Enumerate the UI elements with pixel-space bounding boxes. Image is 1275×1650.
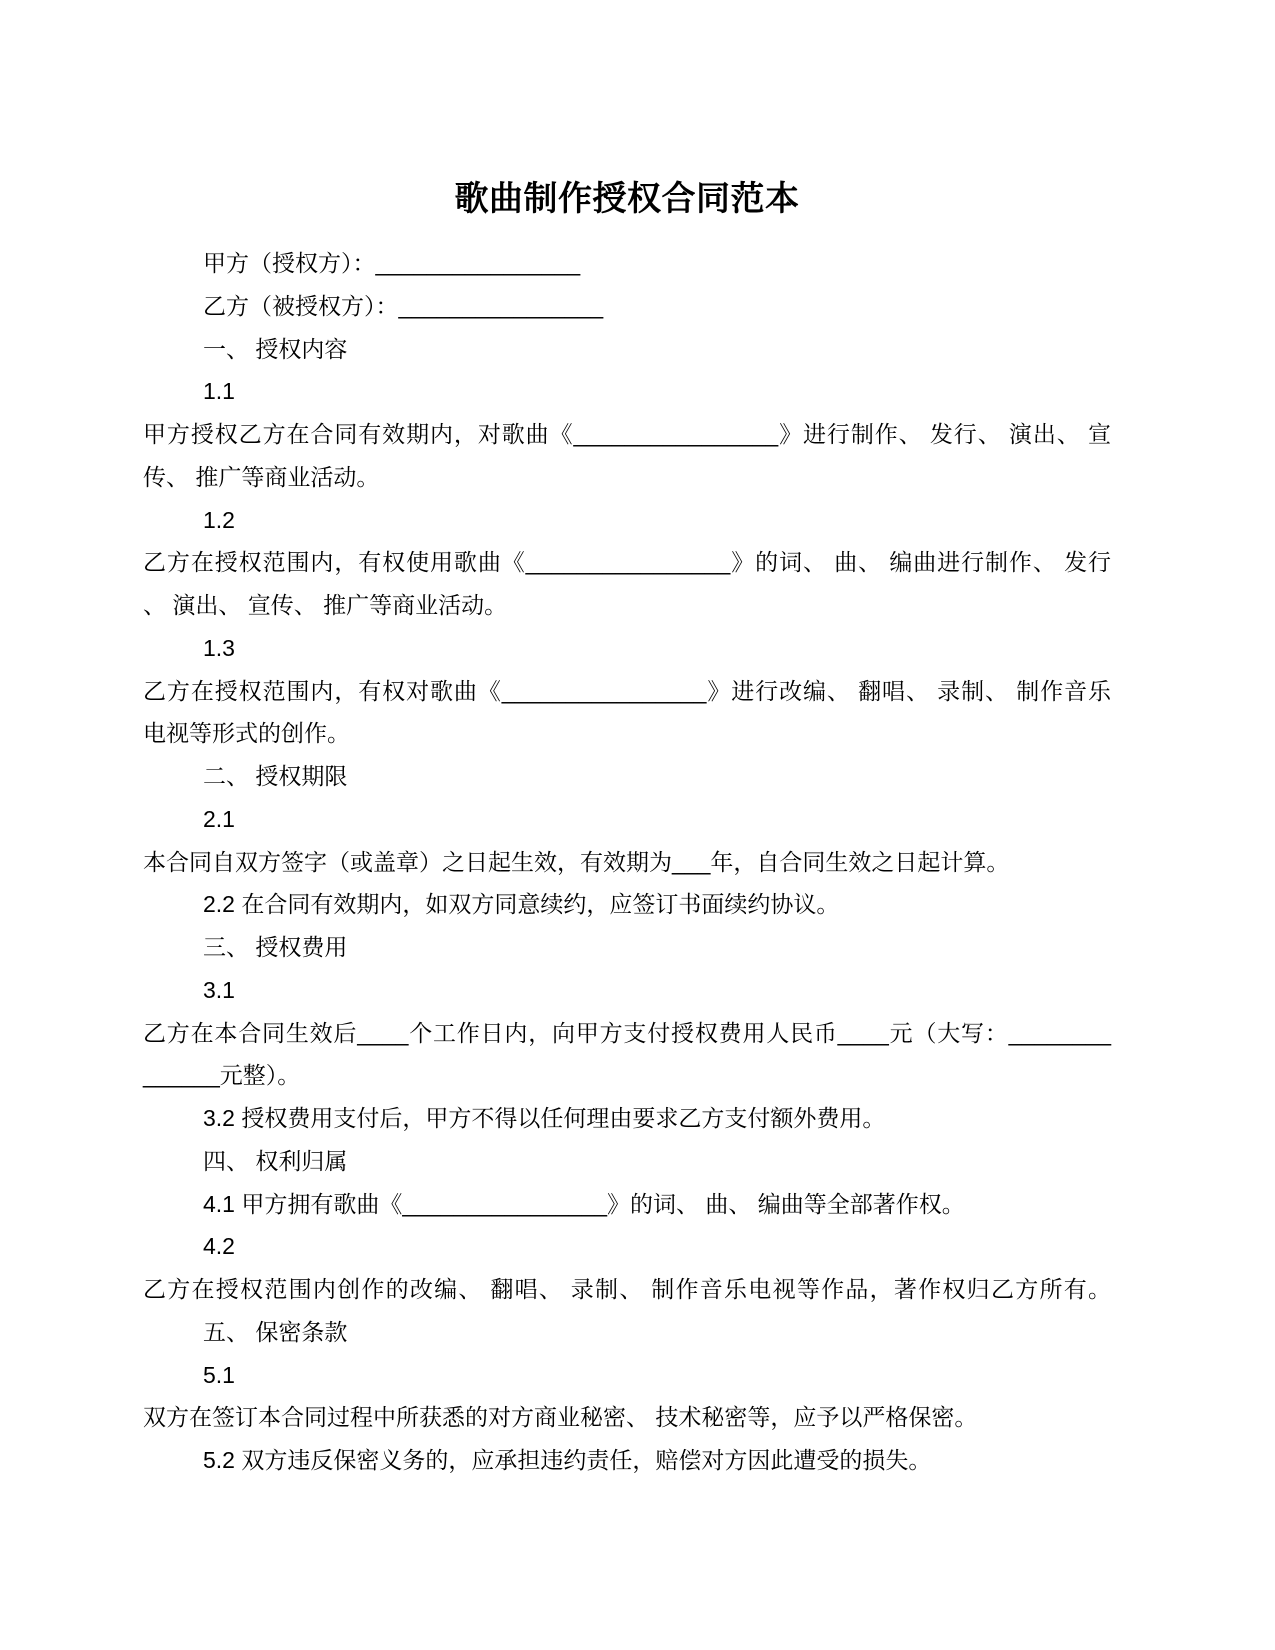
clause-5-2-line: 5.2 双方违反保密义务的，应承担违约责任，赔偿对方因此遭受的损失。: [203, 1447, 932, 1473]
section-5-heading: 五、 保密条款: [203, 1318, 348, 1345]
section-1-heading: 一、 授权内容: [203, 335, 348, 362]
clause-1-3-label: 1.3: [203, 634, 235, 661]
clause-5-1-line: 双方在签订本合同过程中所获悉的对方商业秘密、 技术秘密等，应予以严格保密。: [143, 1404, 978, 1431]
clause-4-2-line: 乙方在授权范围内创作的改编、 翻唱、 录制、 制作音乐电视等作品，著作权归乙方所有。: [143, 1276, 1111, 1302]
clause-1-3-line-2: 电视等形式的创作。: [143, 720, 350, 747]
clause-5-1-label: 5.1: [203, 1361, 235, 1388]
clause-2-1-line: 本合同自双方签字（或盖章）之日起生效，有效期为___年，自合同生效之日起计算。: [143, 848, 1010, 875]
clause-1-2-label: 1.2: [203, 506, 235, 533]
clause-4-2-label: 4.2: [203, 1233, 235, 1260]
clause-2-2-line: 2.2 在合同有效期内，如双方同意续约，应签订书面续约协议。: [203, 891, 840, 918]
clause-3-1-label: 3.1: [203, 976, 235, 1003]
clause-1-2-line-1: 乙方在授权范围内，有权使用歌曲《________________》的词、 曲、 编曲进行制作、 发行: [143, 549, 1111, 576]
section-3-heading: 三、 授权费用: [203, 934, 348, 960]
clause-3-1-line-2: ______元整）。: [143, 1062, 301, 1089]
clause-3-1-line-1: 乙方在本合同生效后____个工作日内，向甲方支付授权费用人民币____元（大写：________: [143, 1019, 1111, 1046]
clause-3-2-line: 3.2 授权费用支付后，甲方不得以任何理由要求乙方支付额外费用。: [203, 1105, 886, 1131]
document-title: 歌曲制作授权合同范本: [454, 180, 800, 218]
party-b-line: 乙方（被授权方）：________________: [203, 292, 604, 319]
clause-1-2-line-2: 、 演出、 宣传、 推广等商业活动。: [143, 592, 508, 618]
clause-4-1-line: 4.1 甲方拥有歌曲《________________》的词、 曲、 编曲等全部著作权。: [203, 1190, 965, 1217]
clause-1-3-line-1: 乙方在授权范围内，有权对歌曲《________________》进行改编、 翻唱、 录制、 制作音乐: [143, 677, 1111, 704]
section-2-heading: 二、 授权期限: [203, 763, 348, 789]
section-4-heading: 四、 权利归属: [203, 1147, 348, 1174]
clause-2-1-label: 2.1: [203, 805, 235, 832]
party-a-line: 甲方（授权方）：________________: [203, 250, 581, 276]
clause-1-1-label: 1.1: [203, 378, 235, 405]
clause-1-1-line-2: 传、 推广等商业活动。: [143, 463, 380, 490]
clause-1-1-line-1: 甲方授权乙方在合同有效期内，对歌曲《________________》进行制作、 发行、 演出、 宣: [143, 421, 1111, 447]
